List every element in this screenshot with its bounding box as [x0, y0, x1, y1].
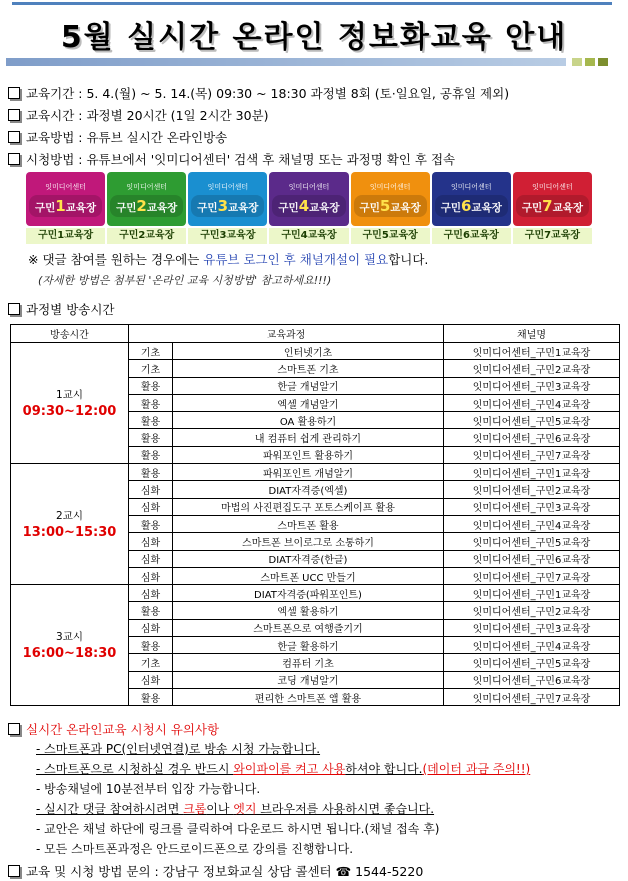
level-cell: 활용 — [129, 429, 173, 446]
course-cell: 스마트폰으로 여행즐기기 — [173, 619, 444, 636]
banner-name: 구민3교육장 — [191, 195, 264, 217]
course-cell: 코딩 개념알기 — [173, 671, 444, 688]
course-cell: 마법의 사진편집도구 포토스케이프 활용 — [173, 498, 444, 515]
level-cell: 활용 — [129, 377, 173, 394]
checkbox-icon — [8, 865, 20, 877]
channel-cell: 잇미디어센터_구민1교육장 — [444, 585, 620, 602]
warning-item: - 모든 스마트폰과정은 안드로이드폰으로 강의를 진행합니다. — [36, 842, 354, 856]
level-cell: 기초 — [129, 343, 173, 360]
level-cell: 기초 — [129, 654, 173, 671]
header-course: 교육과정 — [129, 325, 444, 343]
channel-cell: 잇미디어센터_구민2교육장 — [444, 360, 620, 377]
channel-cell: 잇미디어센터_구민3교육장 — [444, 377, 620, 394]
level-cell: 활용 — [129, 412, 173, 429]
schedule-table — [10, 324, 620, 706]
banner-face — [351, 172, 430, 226]
channel-banner — [188, 172, 267, 244]
warning-item: - 실시간 댓글 참여하시려면 크롬이나 엣지 브라우저를 사용하시면 좋습니다. — [36, 802, 435, 816]
table-header-row — [11, 325, 620, 343]
channel-cell: 잇미디어센터_구민1교육장 — [444, 343, 620, 360]
banner-org: 잇미디어센터 — [369, 182, 411, 191]
level-cell: 활용 — [129, 637, 173, 654]
channel-cell: 잇미디어센터_구민2교육장 — [444, 481, 620, 498]
channel-banner — [432, 172, 511, 244]
banner-face — [513, 172, 592, 226]
level-cell: 심화 — [129, 498, 173, 515]
contact-footer: 교육 및 시청 방법 문의 : 강남구 정보화교실 상담 콜센터 ☎ 1544-5220 — [8, 862, 423, 880]
banner-org: 잇미디어센터 — [45, 182, 86, 191]
channel-cell: 잇미디어센터_구민6교육장 — [444, 429, 620, 446]
channel-banner — [107, 172, 186, 244]
header-time: 방송시간 — [11, 325, 129, 343]
course-cell: 편리한 스마트폰 앱 활용 — [173, 688, 444, 705]
banner-face — [107, 172, 186, 226]
banner-face — [432, 172, 511, 226]
banner-name: 구민5교육장 — [354, 195, 427, 217]
banner-caption: 구민3교육장 — [188, 228, 267, 244]
course-cell: 한글 활용하기 — [173, 637, 444, 654]
info-hours: 교육시간 : 과정별 20시간 (1일 2시간 30분) — [8, 106, 269, 124]
course-cell: 스마트폰 기초 — [173, 360, 444, 377]
channel-cell: 잇미디어센터_구민4교육장 — [444, 515, 620, 532]
course-cell: 내 컴퓨터 쉽게 관리하기 — [173, 429, 444, 446]
checkbox-icon — [8, 723, 20, 735]
table-row — [11, 343, 620, 360]
channel-banner — [351, 172, 430, 244]
banner-caption: 구민7교육장 — [513, 228, 592, 244]
banner-name: 구민6교육장 — [435, 195, 508, 217]
checkbox-icon — [8, 109, 20, 121]
level-cell: 심화 — [129, 533, 173, 550]
channel-cell: 잇미디어센터_구민5교육장 — [444, 412, 620, 429]
banner-caption: 구민6교육장 — [432, 228, 511, 244]
channel-cell: 잇미디어센터_구민6교육장 — [444, 671, 620, 688]
warning-item: - 스마트폰으로 시청하실 경우 반드시 와이파이를 켜고 사용하셔야 합니다.(데이터 과금 주의!!) — [36, 762, 531, 776]
course-cell: 스마트폰 브이로그로 소통하기 — [173, 533, 444, 550]
level-cell: 활용 — [129, 688, 173, 705]
banner-face — [26, 172, 105, 226]
banner-caption: 구민5교육장 — [351, 228, 430, 244]
title-decoration — [572, 58, 622, 66]
warning-title: 실시간 온라인교육 시청시 유의사항 — [8, 720, 219, 738]
checkbox-icon — [8, 131, 20, 143]
course-cell: 엑셀 활용하기 — [173, 602, 444, 619]
checkbox-icon — [8, 303, 20, 315]
header-channel: 채널명 — [444, 325, 620, 343]
level-cell: 심화 — [129, 550, 173, 567]
comment-note: ※ 댓글 참여를 원하는 경우에는 유튜브 로그인 후 채널개설이 필요합니다. — [28, 252, 429, 267]
warning-item: - 스마트폰과 PC(인터넷연결)로 방송 시청 가능합니다. — [36, 742, 321, 756]
course-cell: 파워포인트 개념알기 — [173, 464, 444, 481]
course-cell: 인터넷기초 — [173, 343, 444, 360]
channel-banner — [513, 172, 592, 244]
level-cell: 활용 — [129, 464, 173, 481]
banner-org: 잇미디어센터 — [450, 182, 492, 191]
course-cell: 컴퓨터 기초 — [173, 654, 444, 671]
page-title: 5월 실시간 온라인 정보화교육 안내 — [60, 20, 568, 55]
course-cell: OA 활용하기 — [173, 412, 444, 429]
channel-banners — [26, 172, 592, 244]
top-rule — [0, 2, 628, 8]
period-cell: 1교시 09:30~12:00 — [11, 343, 129, 464]
info-method: 교육방법 : 유튜브 실시간 온라인방송 — [8, 128, 227, 146]
channel-cell: 잇미디어센터_구민5교육장 — [444, 654, 620, 671]
banner-name: 구민2교육장 — [110, 195, 183, 217]
level-cell: 활용 — [129, 515, 173, 532]
level-cell: 기초 — [129, 360, 173, 377]
course-cell: DIAT자격증(파워포인트) — [173, 585, 444, 602]
channel-cell: 잇미디어센터_구민4교육장 — [444, 394, 620, 411]
level-cell: 심화 — [129, 585, 173, 602]
banner-caption: 구민4교육장 — [269, 228, 348, 244]
warning-item: - 교안은 채널 하단에 링크를 클릭하여 다운로드 하시면 됩니다.(채널 접속 후) — [36, 822, 440, 836]
banner-org: 잇미디어센터 — [126, 182, 167, 191]
banner-face — [188, 172, 267, 226]
course-cell: 스마트폰 활용 — [173, 515, 444, 532]
channel-cell: 잇미디어센터_구민3교육장 — [444, 498, 620, 515]
banner-org: 잇미디어센터 — [532, 182, 573, 191]
table-row — [11, 464, 620, 481]
banner-org: 잇미디어센터 — [288, 182, 330, 191]
warning-item: - 방송채널에 10분전부터 입장 가능합니다. — [36, 782, 261, 796]
channel-cell: 잇미디어센터_구민4교육장 — [444, 637, 620, 654]
banner-name: 구민1교육장 — [29, 195, 102, 217]
channel-cell: 잇미디어센터_구민7교육장 — [444, 567, 620, 584]
level-cell: 활용 — [129, 602, 173, 619]
checkbox-icon — [8, 153, 20, 165]
course-cell: 한글 개념알기 — [173, 377, 444, 394]
channel-cell: 잇미디어센터_구민3교육장 — [444, 619, 620, 636]
channel-cell: 잇미디어센터_구민5교육장 — [444, 533, 620, 550]
period-cell: 2교시 13:00~15:30 — [11, 464, 129, 585]
title-underline — [6, 58, 566, 66]
channel-cell: 잇미디어센터_구민7교육장 — [444, 688, 620, 705]
level-cell: 심화 — [129, 567, 173, 584]
section-title: 과정별 방송시간 — [8, 300, 115, 318]
course-cell: DIAT자격증(엑셀) — [173, 481, 444, 498]
banner-caption: 구민2교육장 — [107, 228, 186, 244]
banner-name: 구민7교육장 — [516, 195, 589, 217]
channel-cell: 잇미디어센터_구민2교육장 — [444, 602, 620, 619]
course-cell: DIAT자격증(한글) — [173, 550, 444, 567]
level-cell: 심화 — [129, 671, 173, 688]
course-cell: 스마트폰 UCC 만들기 — [173, 567, 444, 584]
channel-banner — [26, 172, 105, 244]
info-viewing: 시청방법 : 유튜브에서 '잇미디어센터' 검색 후 채널명 또는 과정명 확인 후 접속 — [8, 150, 455, 168]
banner-caption: 구민1교육장 — [26, 228, 105, 244]
banner-org: 잇미디어센터 — [207, 182, 249, 191]
table-row — [11, 585, 620, 602]
period-cell: 3교시 16:00~18:30 — [11, 585, 129, 706]
course-cell: 파워포인트 활용하기 — [173, 446, 444, 463]
checkbox-icon — [8, 87, 20, 99]
channel-cell: 잇미디어센터_구민7교육장 — [444, 446, 620, 463]
level-cell: 심화 — [129, 481, 173, 498]
banner-face — [269, 172, 348, 226]
banner-name: 구민4교육장 — [272, 195, 345, 217]
course-cell: 엑셀 개념알기 — [173, 394, 444, 411]
level-cell: 심화 — [129, 619, 173, 636]
channel-banner — [269, 172, 348, 244]
handwritten-note: (자세한 방법은 첨부된 '온라인 교육 시청방법' 참고하세요!!!) — [38, 274, 332, 287]
channel-cell: 잇미디어센터_구민1교육장 — [444, 464, 620, 481]
channel-cell: 잇미디어센터_구민6교육장 — [444, 550, 620, 567]
info-period: 교육기간 : 5. 4.(월) ~ 5. 14.(목) 09:30 ~ 18:30 과정별 8회 (토·일요일, 공휴일 제외) — [8, 84, 509, 102]
level-cell: 활용 — [129, 394, 173, 411]
level-cell: 활용 — [129, 446, 173, 463]
